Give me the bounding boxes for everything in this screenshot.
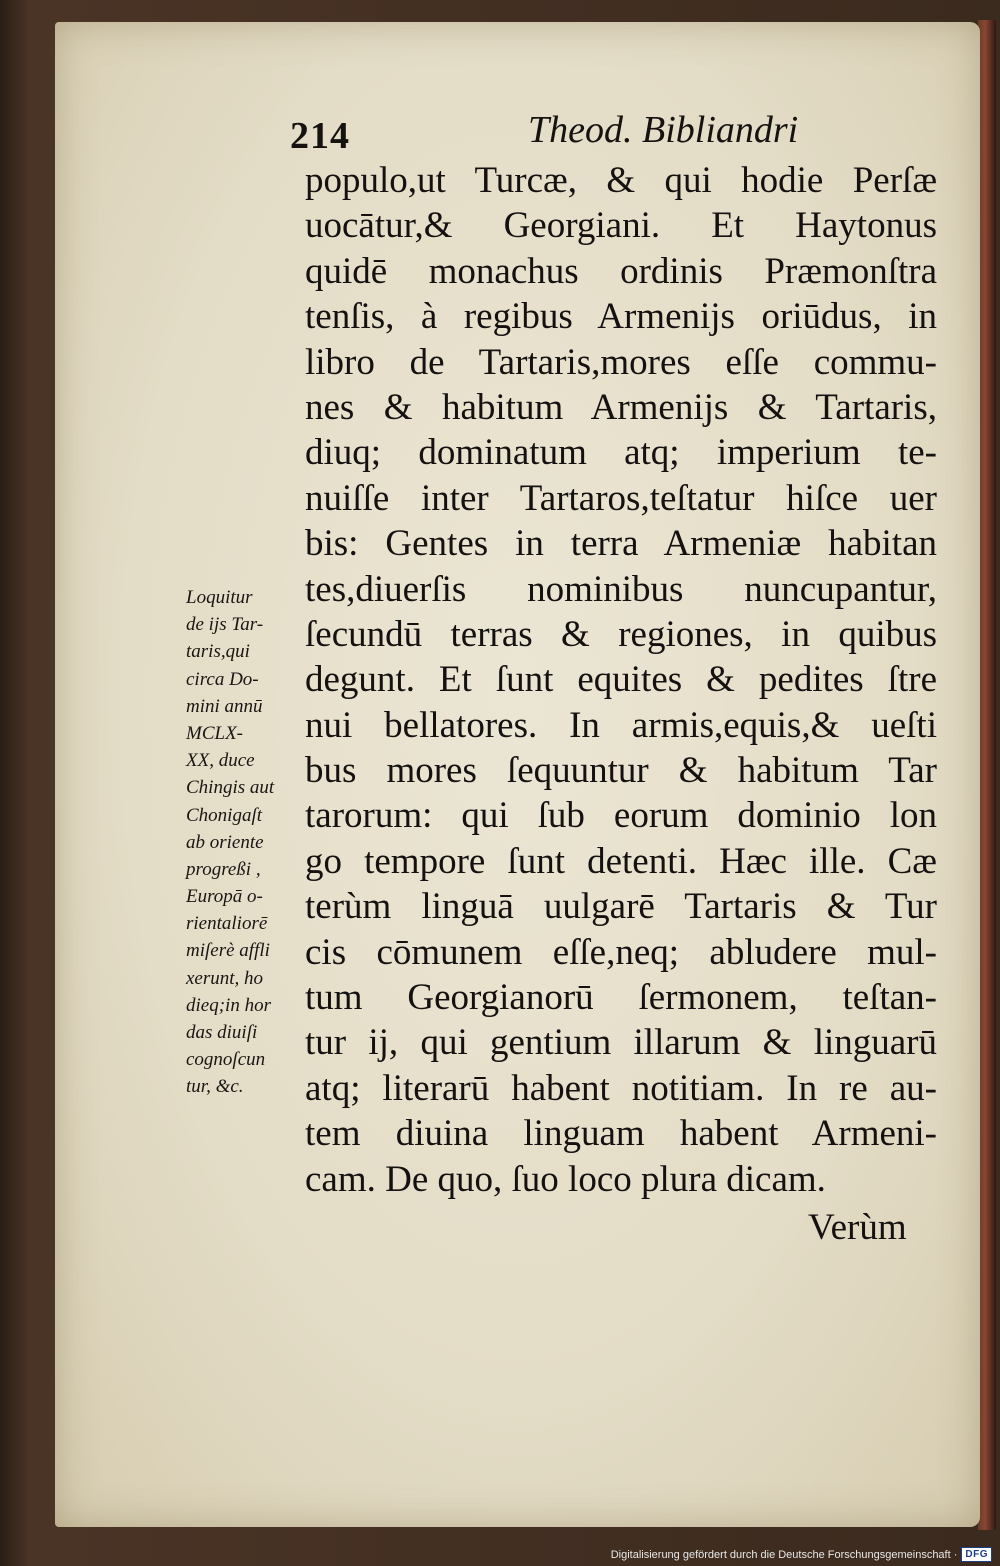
marginal-note-line: taris,qui [186,641,250,663]
marginal-note-line: MCLX- [186,722,243,744]
text-line: tenſis, à regibus Armenijs oriūdus, in [305,296,937,338]
marginal-note [186,584,316,1101]
marginal-note-line: circa Do- [186,668,259,690]
text-line: diuq; dominatum atq; imperium te- [305,432,937,474]
text-line: tarorum: qui ſub eorum dominio lon [305,795,937,837]
text-line: tem diuina linguam habent Armeni- [305,1113,937,1155]
page-header [290,108,850,158]
page-number: 214 [290,115,350,157]
marginal-note-line: cognoſcun [186,1049,266,1071]
marginal-note-line: Europā o- [186,886,263,908]
text-line: tum Georgianorū ſermonem, teſtan- [305,977,937,1019]
text-line: degunt. Et ſunt equites & pedites ſtre [305,659,937,701]
marginal-note-line: Chingis aut [186,777,275,799]
marginal-note-line: Chonigaſt [186,804,263,826]
credit-text: Digitalisierung gefördert durch die Deutsche Forschungsgemeinschaft · [610,1548,958,1561]
text-line: populo,ut Turcæ, & qui hodie Perſæ [305,160,937,201]
dfg-logo-icon: DFG [961,1547,992,1562]
text-line: nuiſſe inter Tartaros,teſtatur hiſce uer [305,477,937,519]
marginal-note-line: tur, &c. [186,1076,244,1098]
digitization-credit [611,1547,992,1562]
text-line: go tempore ſunt detenti. Hæc ille. Cæ [305,840,937,882]
marginal-note-line: mini annū [186,695,263,717]
text-line: nui bellatores. In armis,equis,& ueſti [305,704,937,746]
text-line: bus mores ſequuntur & habitum Tar [305,750,937,792]
marginal-note-line: Loquitur [186,587,253,608]
text-line: tes,diuerſis nominibus nuncupantur, [305,568,937,610]
text-line: uocātur,& Georgiani. Et Haytonus [305,205,937,247]
marginal-note-line: progreßi , [186,858,261,880]
running-head: Theod. Bibliandri [528,109,799,151]
text-line: quidē monachus ordinis Præmonſtra [305,250,937,292]
text-line: cis cōmunem eſſe,neq; abludere mul- [305,931,937,973]
marginal-note-line: ab oriente [186,831,264,853]
text-line: bis: Gentes in terra Armeniæ habitan [305,523,937,565]
text-line: atq; literarū habent notitiam. In re au- [305,1067,937,1109]
marginal-note-line: XX, duce [186,750,255,772]
book-edge [978,20,996,1530]
text-line: terùm linguā uulgarē Tartaris & Tur [305,886,937,928]
text-line: libro de Tartaris,mores eſſe commu- [305,341,937,383]
main-text-block [305,158,937,1202]
marginal-note-line: de ijs Tar- [186,614,264,636]
text-line: nes & habitum Armenijs & Tartaris, [305,386,937,428]
text-line: tur ij, qui gentium illarum & linguarū [305,1022,937,1064]
catchword: Verùm [808,1207,907,1248]
text-line: cam. De quo, ſuo loco plura dicam. [305,1158,826,1200]
marginal-note-line: miſerè affli [186,940,270,962]
marginal-note-line: dieq;in hor [186,994,271,1016]
text-line: ſecundū terras & regiones, in quibus [305,613,937,655]
marginal-note-line: rientaliorē [186,913,268,935]
marginal-note-line: das diuiſi [186,1022,258,1043]
marginal-note-line: xerunt, ho [186,967,264,989]
